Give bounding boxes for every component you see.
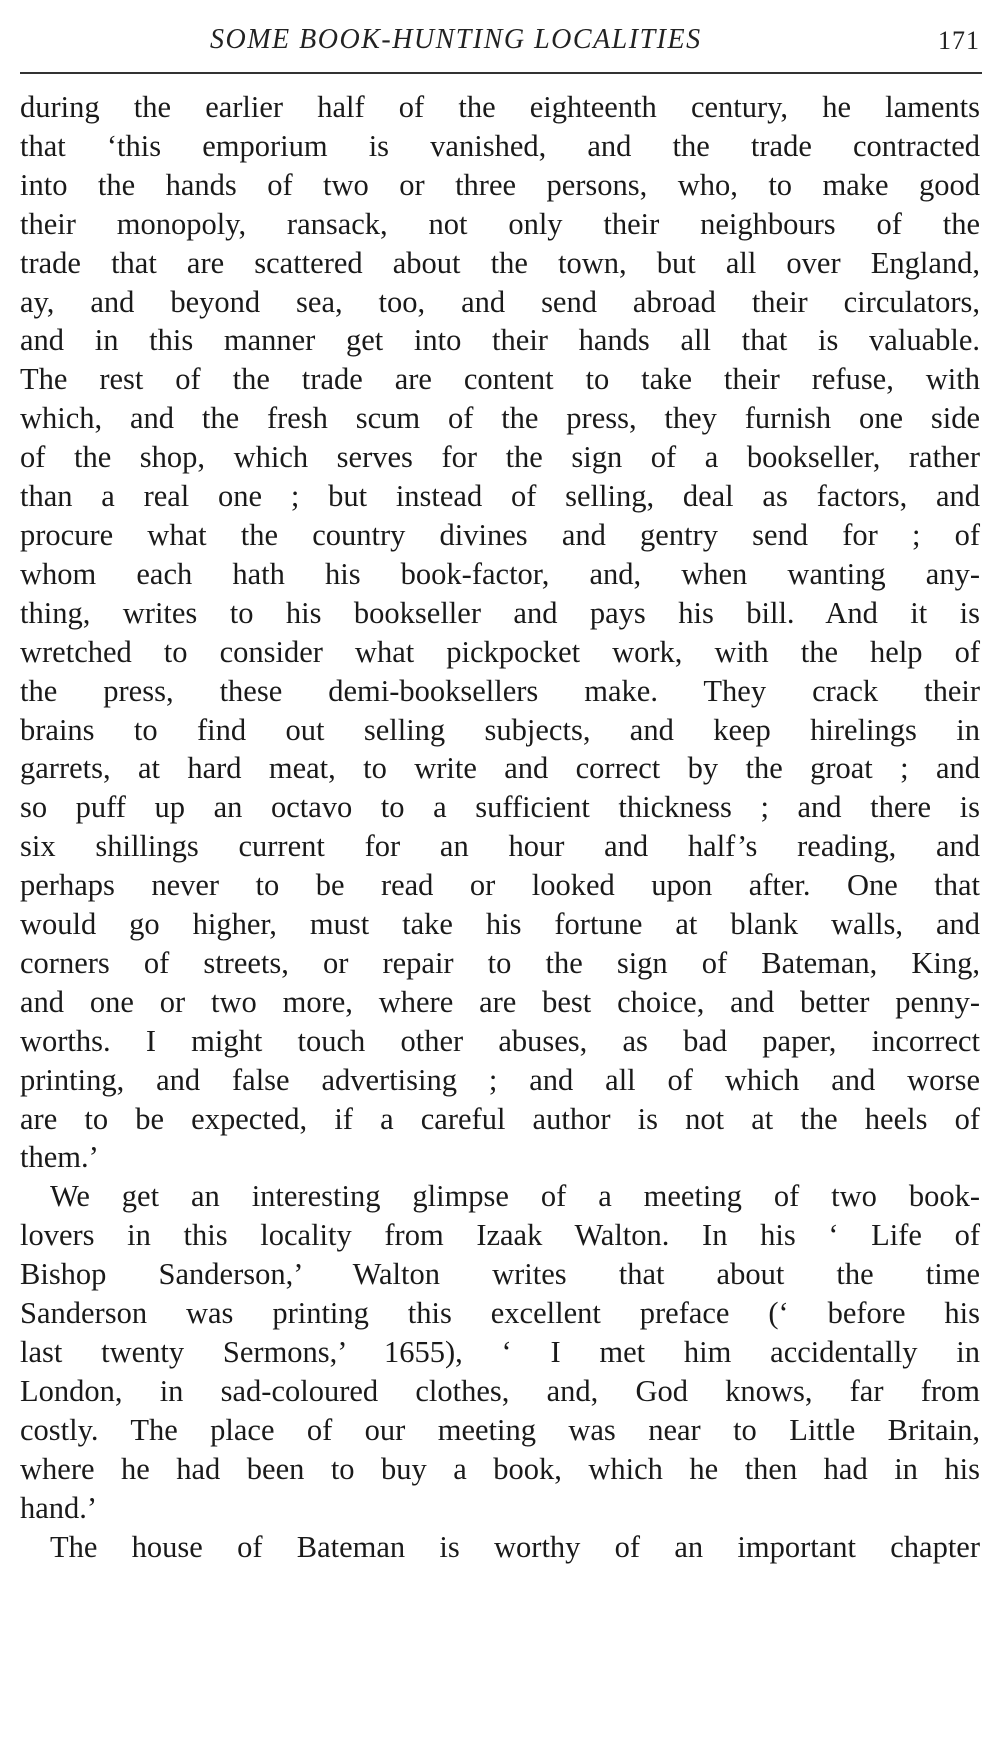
text-line: We get an interesting glimpse of a meeting of two book-	[50, 1179, 980, 1214]
text-line: garrets, at hard meat, to write and correct by the groat ; and	[20, 751, 980, 786]
text-line: procure what the country divines and gentry send for ; of	[20, 517, 980, 552]
text-line: Sanderson was printing this excellent preface (‘ before his	[20, 1296, 980, 1331]
text-line: perhaps never to be read or looked upon after. One that	[20, 868, 980, 903]
text-line: whom each hath his book-factor, and, when wanting any-	[20, 556, 980, 591]
text-line: Bishop Sanderson,’ Walton writes that about the time	[20, 1257, 980, 1292]
text-line: of the shop, which serves for the sign of a bookseller, rather	[20, 440, 980, 475]
text-line: The house of Bateman is worthy of an important chapter	[50, 1529, 980, 1564]
text-line: last twenty Sermons,’ 1655), ‘ I met him accidentally in	[20, 1335, 980, 1369]
text-line: corners of streets, or repair to the sign of Bateman, King,	[20, 945, 980, 980]
running-head	[0, 24, 1000, 64]
text-line: than a real one ; but instead of selling, deal as factors, and	[20, 479, 980, 514]
text-line: and one or two more, where are best choice, and better penny-	[20, 984, 980, 1019]
text-line: printing, and false advertising ; and all of which and worse	[20, 1062, 980, 1097]
text-line: during the earlier half of the eighteenth century, he laments	[20, 90, 980, 124]
text-line: would go higher, must take his fortune at blank walls, and	[20, 907, 980, 942]
text-line: their monopoly, ransack, not only their neighbours of the	[20, 206, 980, 241]
text-line: them.’	[20, 1140, 99, 1175]
text-line: hand.’	[20, 1490, 98, 1525]
text-line: the press, these demi-booksellers make. They crack their	[20, 673, 980, 708]
text-line: thing, writes to his bookseller and pays his bill. And it is	[20, 595, 980, 630]
text-line: The rest of the trade are content to take their refuse, with	[20, 362, 980, 397]
running-title: SOME BOOK-HUNTING LOCALITIES	[210, 24, 702, 55]
text-line: six shillings current for an hour and half’s reading, and	[20, 829, 980, 864]
text-line: that ‘this emporium is vanished, and the trade contracted	[20, 128, 980, 163]
text-line: wretched to consider what pickpocket work, with the help of	[20, 634, 980, 669]
text-line: and in this manner get into their hands all that is valuable.	[20, 323, 980, 358]
text-line: into the hands of two or three persons, who, to make good	[20, 167, 980, 202]
text-line: worths. I might touch other abuses, as bad paper, incorrect	[20, 1023, 980, 1058]
page-number: 171	[938, 26, 980, 55]
text-line: are to be expected, if a careful author is not at the heels of	[20, 1101, 980, 1136]
text-line: which, and the fresh scum of the press, they furnish one side	[20, 401, 980, 436]
text-line: trade that are scattered about the town, but all over England,	[20, 245, 980, 280]
text-line: London, in sad-coloured clothes, and, God knows, far from	[20, 1373, 980, 1408]
text-line: where he had been to buy a book, which he then had in his	[20, 1451, 980, 1486]
text-line: so puff up an octavo to a sufficient thickness ; and there is	[20, 790, 980, 825]
text-line: ay, and beyond sea, too, and send abroad their circulators,	[20, 284, 980, 319]
header-rule	[20, 72, 982, 74]
body-text	[20, 88, 980, 1566]
text-line: costly. The place of our meeting was near to Little Britain,	[20, 1412, 980, 1447]
text-line: lovers in this locality from Izaak Walton. In his ‘ Life of	[20, 1218, 980, 1253]
text-line: brains to find out selling subjects, and keep hirelings in	[20, 712, 980, 747]
